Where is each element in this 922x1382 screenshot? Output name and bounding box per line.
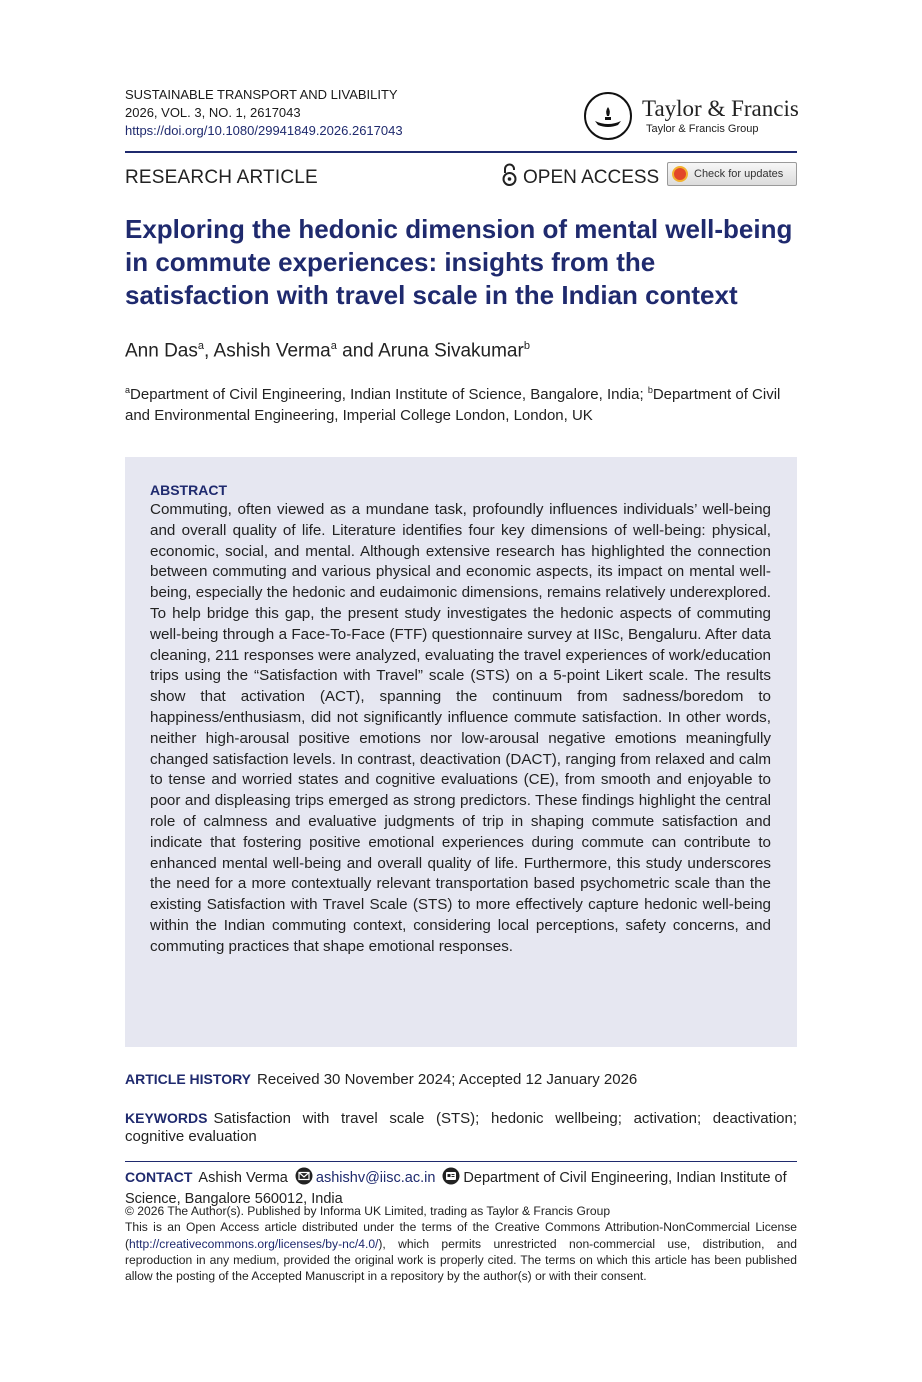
contact-name: Ashish Verma <box>198 1170 288 1186</box>
author-separator: and <box>336 340 379 362</box>
abstract-panel <box>125 457 797 1047</box>
doi-link[interactable]: https://doi.org/10.1080/29941849.2026.2617043 <box>125 123 403 138</box>
contact-email[interactable]: ashishv@iisc.ac.in <box>315 1170 436 1186</box>
contact-divider <box>125 1161 797 1162</box>
license-block <box>125 1203 797 1284</box>
abstract-heading: ABSTRACT <box>150 482 227 498</box>
contact-address: Department of Civil Engineering, Indian Institute of Science, Bangalore 560012, India <box>125 1170 787 1207</box>
journal-name: SUSTAINABLE TRANSPORT AND LIVABILITY <box>125 87 398 102</box>
license-link[interactable]: http://creativecommons.org/licenses/by-nc/4.0/ <box>129 1236 379 1251</box>
open-access-badge <box>502 164 659 192</box>
license-text <box>125 1219 797 1284</box>
author-name: Ashish Verma <box>213 340 331 362</box>
open-access-label: OPEN ACCESS <box>523 167 660 188</box>
check-updates-label: Check for updates <box>694 168 784 180</box>
abstract-body: Commuting, often viewed as a mundane task, profoundly influences individuals’ well-being and overall quality of life. Literature identifies four key dimensions of well-being: physical, economic, social, and mental. Although extensive research has highlighted the connection between commuting and various physical and economic aspects, its impact on mental well-being, especially the hedonic and eudaimonic dimensions, remains relatively underexplored. To help bridge this gap, the present study investigates the hedonic aspects of commuting well-being through a Face-To-Face (FTF) questionnaire survey at IISc, Bengaluru. After data cleaning, 211 responses were analyzed, evaluating the travel experiences of work/education trips using the “Satisfaction with Travel” scale (STS) on a 5-point Likert scale. The results show that activation (ACT), spanning the continuum from sadness/boredom to happiness/enthusiasm, did not significantly influence commute satisfaction. In other words, neither high-arousal positive emotions nor low-arousal negative emotions meaningfully changed satisfaction levels. In contrast, deactivation (DACT), ranging from relaxed and calm to tense and worried states and cognitive evaluations (CE), from smooth and enjoyable to poor and displeasing trips emerged as strong predictors. These findings highlight the central role of calmness and evaluative judgments of trip in shaping commute satisfaction and indicate that fostering positive emotional experiences during commute can contribute to enhanced mental well-being and overall quality of life. Furthermore, this study underscores the need for a more contextually relevant transportation based psychometric scale than the existing Satisfaction with Travel Scale (STS) to more effectively capture hedonic well-being within the Indian commuting context, considering local perceptions, safety concerns, and commuting practices that shape emotional responses. <box>150 501 771 955</box>
update-badge-icon <box>672 166 688 182</box>
journal-info <box>125 86 403 140</box>
author-name: Ann Das <box>125 340 198 362</box>
author-affil-mark: a <box>197 340 204 352</box>
lamp-logo-icon <box>584 92 632 140</box>
header-divider <box>125 151 797 153</box>
author-affil-mark: a <box>330 340 337 352</box>
affil-text: Department of Civil Engineering, Indian Institute of Science, Bangalore, India; <box>130 386 648 403</box>
article-type: RESEARCH ARTICLE <box>125 167 318 188</box>
contact-info <box>125 1167 797 1208</box>
envelope-icon <box>295 1167 313 1190</box>
history-label: ARTICLE HISTORY <box>125 1071 252 1087</box>
contact-label: CONTACT <box>125 1169 193 1185</box>
publisher-group: Taylor & Francis Group <box>646 123 759 135</box>
publisher-name: Taylor & Francis <box>642 96 799 121</box>
author-separator: , <box>204 340 214 362</box>
address-card-icon <box>442 1167 460 1190</box>
history-text: Received 30 November 2024; Accepted 12 January 2026 <box>257 1071 638 1088</box>
keywords-text: Satisfaction with travel scale (STS); hedonic wellbeing; activation; deactivation; cognitive evaluation <box>125 1110 797 1145</box>
author-name: Aruna Sivakumar <box>378 340 524 362</box>
publisher-logo <box>584 92 798 144</box>
license-text-before: This is an Open Access article distributed under the terms of the Creative Commons Attribution-NonCommercial License ( <box>125 1220 797 1251</box>
affil-mark: b <box>647 385 653 395</box>
author-affil-mark: b <box>523 340 530 352</box>
keywords-label: KEYWORDS <box>125 1110 208 1126</box>
copyright-line: © 2026 The Author(s). Published by Informa UK Limited, trading as Taylor & Francis Group <box>125 1204 611 1218</box>
check-updates-button[interactable] <box>667 162 797 186</box>
affiliations <box>125 380 797 426</box>
author-list <box>125 340 530 362</box>
open-lock-icon <box>502 163 517 193</box>
article-history <box>125 1071 637 1088</box>
license-text-after: ), which permits unrestricted non-commercial use, distribution, and reproduction in any medium, provided the original work is properly cited. The terms on which this article has been published allow the posting of the Accepted Manuscript in a repository by the author(s) or with their consent. <box>125 1236 797 1284</box>
keywords <box>125 1109 797 1146</box>
article-title: Exploring the hedonic dimension of mental well-being in commute experiences: insights from the satisfaction with travel scale in the Indian context <box>125 214 793 310</box>
journal-volume: 2026, VOL. 3, NO. 1, 2617043 <box>125 105 301 120</box>
affil-text: Department of Civil and Environmental Engineering, Imperial College London, London, UK <box>125 386 781 424</box>
affil-mark: a <box>125 385 131 395</box>
